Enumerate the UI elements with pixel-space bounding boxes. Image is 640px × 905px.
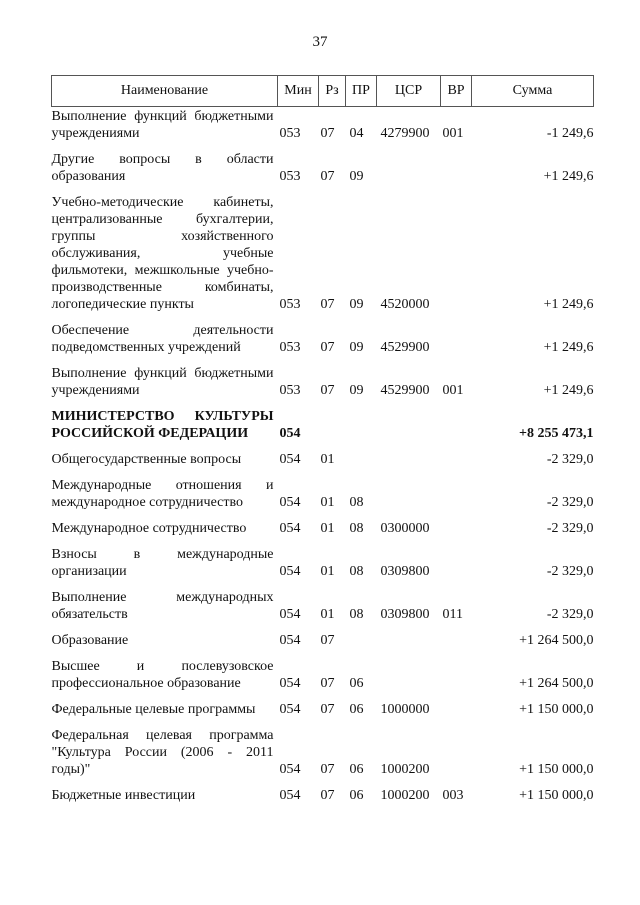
cell-vr [441, 537, 472, 580]
cell-rz: 01 [320, 452, 335, 467]
table-row [52, 623, 594, 649]
cell-name: МИНИСТЕРСТВО КУЛЬТУРЫ РОССИЙСКОЙ ФЕДЕРАЦИИ [51, 409, 274, 441]
cell-csr: 0309800 [380, 607, 430, 622]
cell-name: Выполнение международных обязательств [51, 590, 274, 622]
cell-min: 053 [279, 340, 301, 355]
cell-csr: 4520000 [380, 297, 430, 312]
cell-vr [441, 649, 472, 692]
cell-name: Выполнение функций бюджетными учреждениями [51, 366, 274, 398]
cell-rz: 07 [320, 126, 335, 141]
cell-sum: +1 249,6 [543, 340, 594, 355]
cell-pr: 06 [349, 788, 364, 803]
cell-vr [441, 692, 472, 718]
table-row [52, 778, 594, 804]
cell-min: 054 [279, 702, 301, 717]
table-row [52, 142, 594, 185]
cell-pr: 06 [349, 702, 364, 717]
cell-name: Учебно-методические кабинеты, централизованные бухгалтерии, группы хозяйственного обслуживания, учебные фильмотеки, межшкольные учебно-производственные комбинаты, логопедические пункты [51, 195, 274, 312]
cell-name: Взносы в международные организации [51, 547, 274, 579]
table-row [52, 185, 594, 313]
cell-csr: 1000200 [380, 762, 430, 777]
cell-min: 054 [279, 495, 301, 510]
cell-name: Федеральная целевая программа "Культура России (2006 - 2011 годы)" [51, 728, 274, 777]
cell-csr: 0309800 [380, 564, 430, 579]
cell-pr: 08 [349, 521, 364, 536]
cell-pr: 04 [349, 126, 364, 141]
cell-sum: +1 264 500,0 [519, 676, 594, 691]
table-row [52, 313, 594, 356]
cell-rz: 07 [320, 169, 335, 184]
cell-sum: +1 150 000,0 [519, 702, 594, 717]
cell-min: 054 [279, 676, 301, 691]
cell-sum: +8 255 473,1 [519, 426, 594, 441]
cell-csr: 1000000 [380, 702, 430, 717]
cell-min: 054 [279, 426, 301, 441]
budget-table [51, 75, 594, 804]
table-row [52, 649, 594, 692]
cell-name: Общегосударственные вопросы [51, 452, 242, 467]
cell-sum: -2 329,0 [546, 564, 594, 579]
cell-name: Федеральные целевые программы [51, 702, 256, 717]
cell-csr [377, 142, 441, 185]
cell-sum: +1 249,6 [543, 383, 594, 398]
cell-vr [441, 399, 472, 442]
cell-csr: 1000200 [380, 788, 430, 803]
cell-csr [377, 649, 441, 692]
table-header-row [52, 76, 594, 107]
cell-pr: 09 [349, 383, 364, 398]
cell-csr: 4529900 [380, 383, 430, 398]
table-row [52, 356, 594, 399]
cell-rz: 07 [320, 340, 335, 355]
cell-vr: 001 [442, 126, 464, 141]
cell-rz: 01 [320, 564, 335, 579]
cell-name: Обеспечение деятельности подведомственных учреждений [51, 323, 274, 355]
cell-min: 054 [279, 633, 301, 648]
cell-vr: 001 [442, 383, 464, 398]
cell-pr: 09 [349, 297, 364, 312]
table-row [52, 107, 594, 143]
cell-pr: 08 [349, 495, 364, 510]
cell-vr [441, 442, 472, 468]
cell-name: Высшее и послевузовское профессиональное образование [51, 659, 274, 691]
cell-min: 054 [279, 452, 301, 467]
cell-name: Международные отношения и международное сотрудничество [51, 478, 274, 510]
header-sum: Сумма [472, 76, 594, 107]
cell-csr [377, 399, 441, 442]
cell-sum: -1 249,6 [546, 126, 594, 141]
cell-min: 054 [279, 762, 301, 777]
table-row [52, 537, 594, 580]
cell-csr [377, 442, 441, 468]
header-csr: ЦСР [377, 76, 441, 107]
cell-vr [441, 468, 472, 511]
cell-min: 054 [279, 521, 301, 536]
cell-min: 053 [279, 169, 301, 184]
cell-rz: 07 [320, 297, 335, 312]
cell-csr [377, 468, 441, 511]
cell-min: 053 [279, 126, 301, 141]
cell-rz: 07 [320, 702, 335, 717]
cell-vr [441, 142, 472, 185]
header-rz: Рз [319, 76, 346, 107]
cell-csr: 4279900 [380, 126, 430, 141]
cell-pr: 09 [349, 169, 364, 184]
cell-sum: +1 249,6 [543, 297, 594, 312]
cell-pr: 09 [349, 340, 364, 355]
cell-rz: 01 [320, 521, 335, 536]
table-row [52, 580, 594, 623]
cell-rz: 01 [320, 607, 335, 622]
cell-csr: 0300000 [380, 521, 430, 536]
cell-vr [441, 511, 472, 537]
cell-csr: 4529900 [380, 340, 430, 355]
cell-pr: 08 [349, 607, 364, 622]
cell-sum: -2 329,0 [546, 521, 594, 536]
cell-min: 053 [279, 383, 301, 398]
cell-pr [346, 442, 377, 468]
page-number: 37 [312, 34, 328, 50]
cell-rz: 01 [320, 495, 335, 510]
cell-name: Международное сотрудничество [51, 521, 247, 536]
cell-name: Образование [51, 633, 129, 648]
table-row [52, 692, 594, 718]
cell-vr: 003 [442, 788, 464, 803]
cell-min: 053 [279, 297, 301, 312]
cell-min: 054 [279, 564, 301, 579]
cell-pr: 08 [349, 564, 364, 579]
cell-vr [441, 623, 472, 649]
cell-rz: 07 [320, 676, 335, 691]
cell-sum: +1 150 000,0 [519, 762, 594, 777]
cell-vr [441, 313, 472, 356]
cell-rz: 07 [320, 633, 335, 648]
cell-min: 054 [279, 607, 301, 622]
header-min: Мин [278, 76, 319, 107]
cell-vr [441, 718, 472, 778]
table-row [52, 511, 594, 537]
cell-rz: 07 [320, 383, 335, 398]
header-pr: ПР [346, 76, 377, 107]
cell-sum: -2 329,0 [546, 607, 594, 622]
cell-name: Другие вопросы в области образования [51, 152, 274, 184]
cell-vr: 011 [442, 607, 463, 622]
cell-name: Бюджетные инвестиции [51, 788, 196, 803]
cell-pr: 06 [349, 676, 364, 691]
table-row [52, 442, 594, 468]
table-body [52, 107, 594, 805]
header-name: Наименование [52, 76, 278, 107]
cell-sum: +1 264 500,0 [519, 633, 594, 648]
cell-sum: +1 249,6 [543, 169, 594, 184]
header-vr: ВР [441, 76, 472, 107]
table-row [52, 399, 594, 442]
cell-rz: 07 [320, 762, 335, 777]
cell-pr [346, 623, 377, 649]
cell-name: Выполнение функций бюджетными учреждениями [51, 109, 274, 141]
cell-min: 054 [279, 788, 301, 803]
cell-pr: 06 [349, 762, 364, 777]
cell-sum: -2 329,0 [546, 495, 594, 510]
cell-sum: +1 150 000,0 [519, 788, 594, 803]
cell-rz: 07 [320, 788, 335, 803]
cell-vr [441, 185, 472, 313]
table-row [52, 718, 594, 778]
cell-sum: -2 329,0 [546, 452, 594, 467]
cell-rz [319, 399, 346, 442]
cell-csr [377, 623, 441, 649]
cell-pr [346, 399, 377, 442]
table-row [52, 468, 594, 511]
